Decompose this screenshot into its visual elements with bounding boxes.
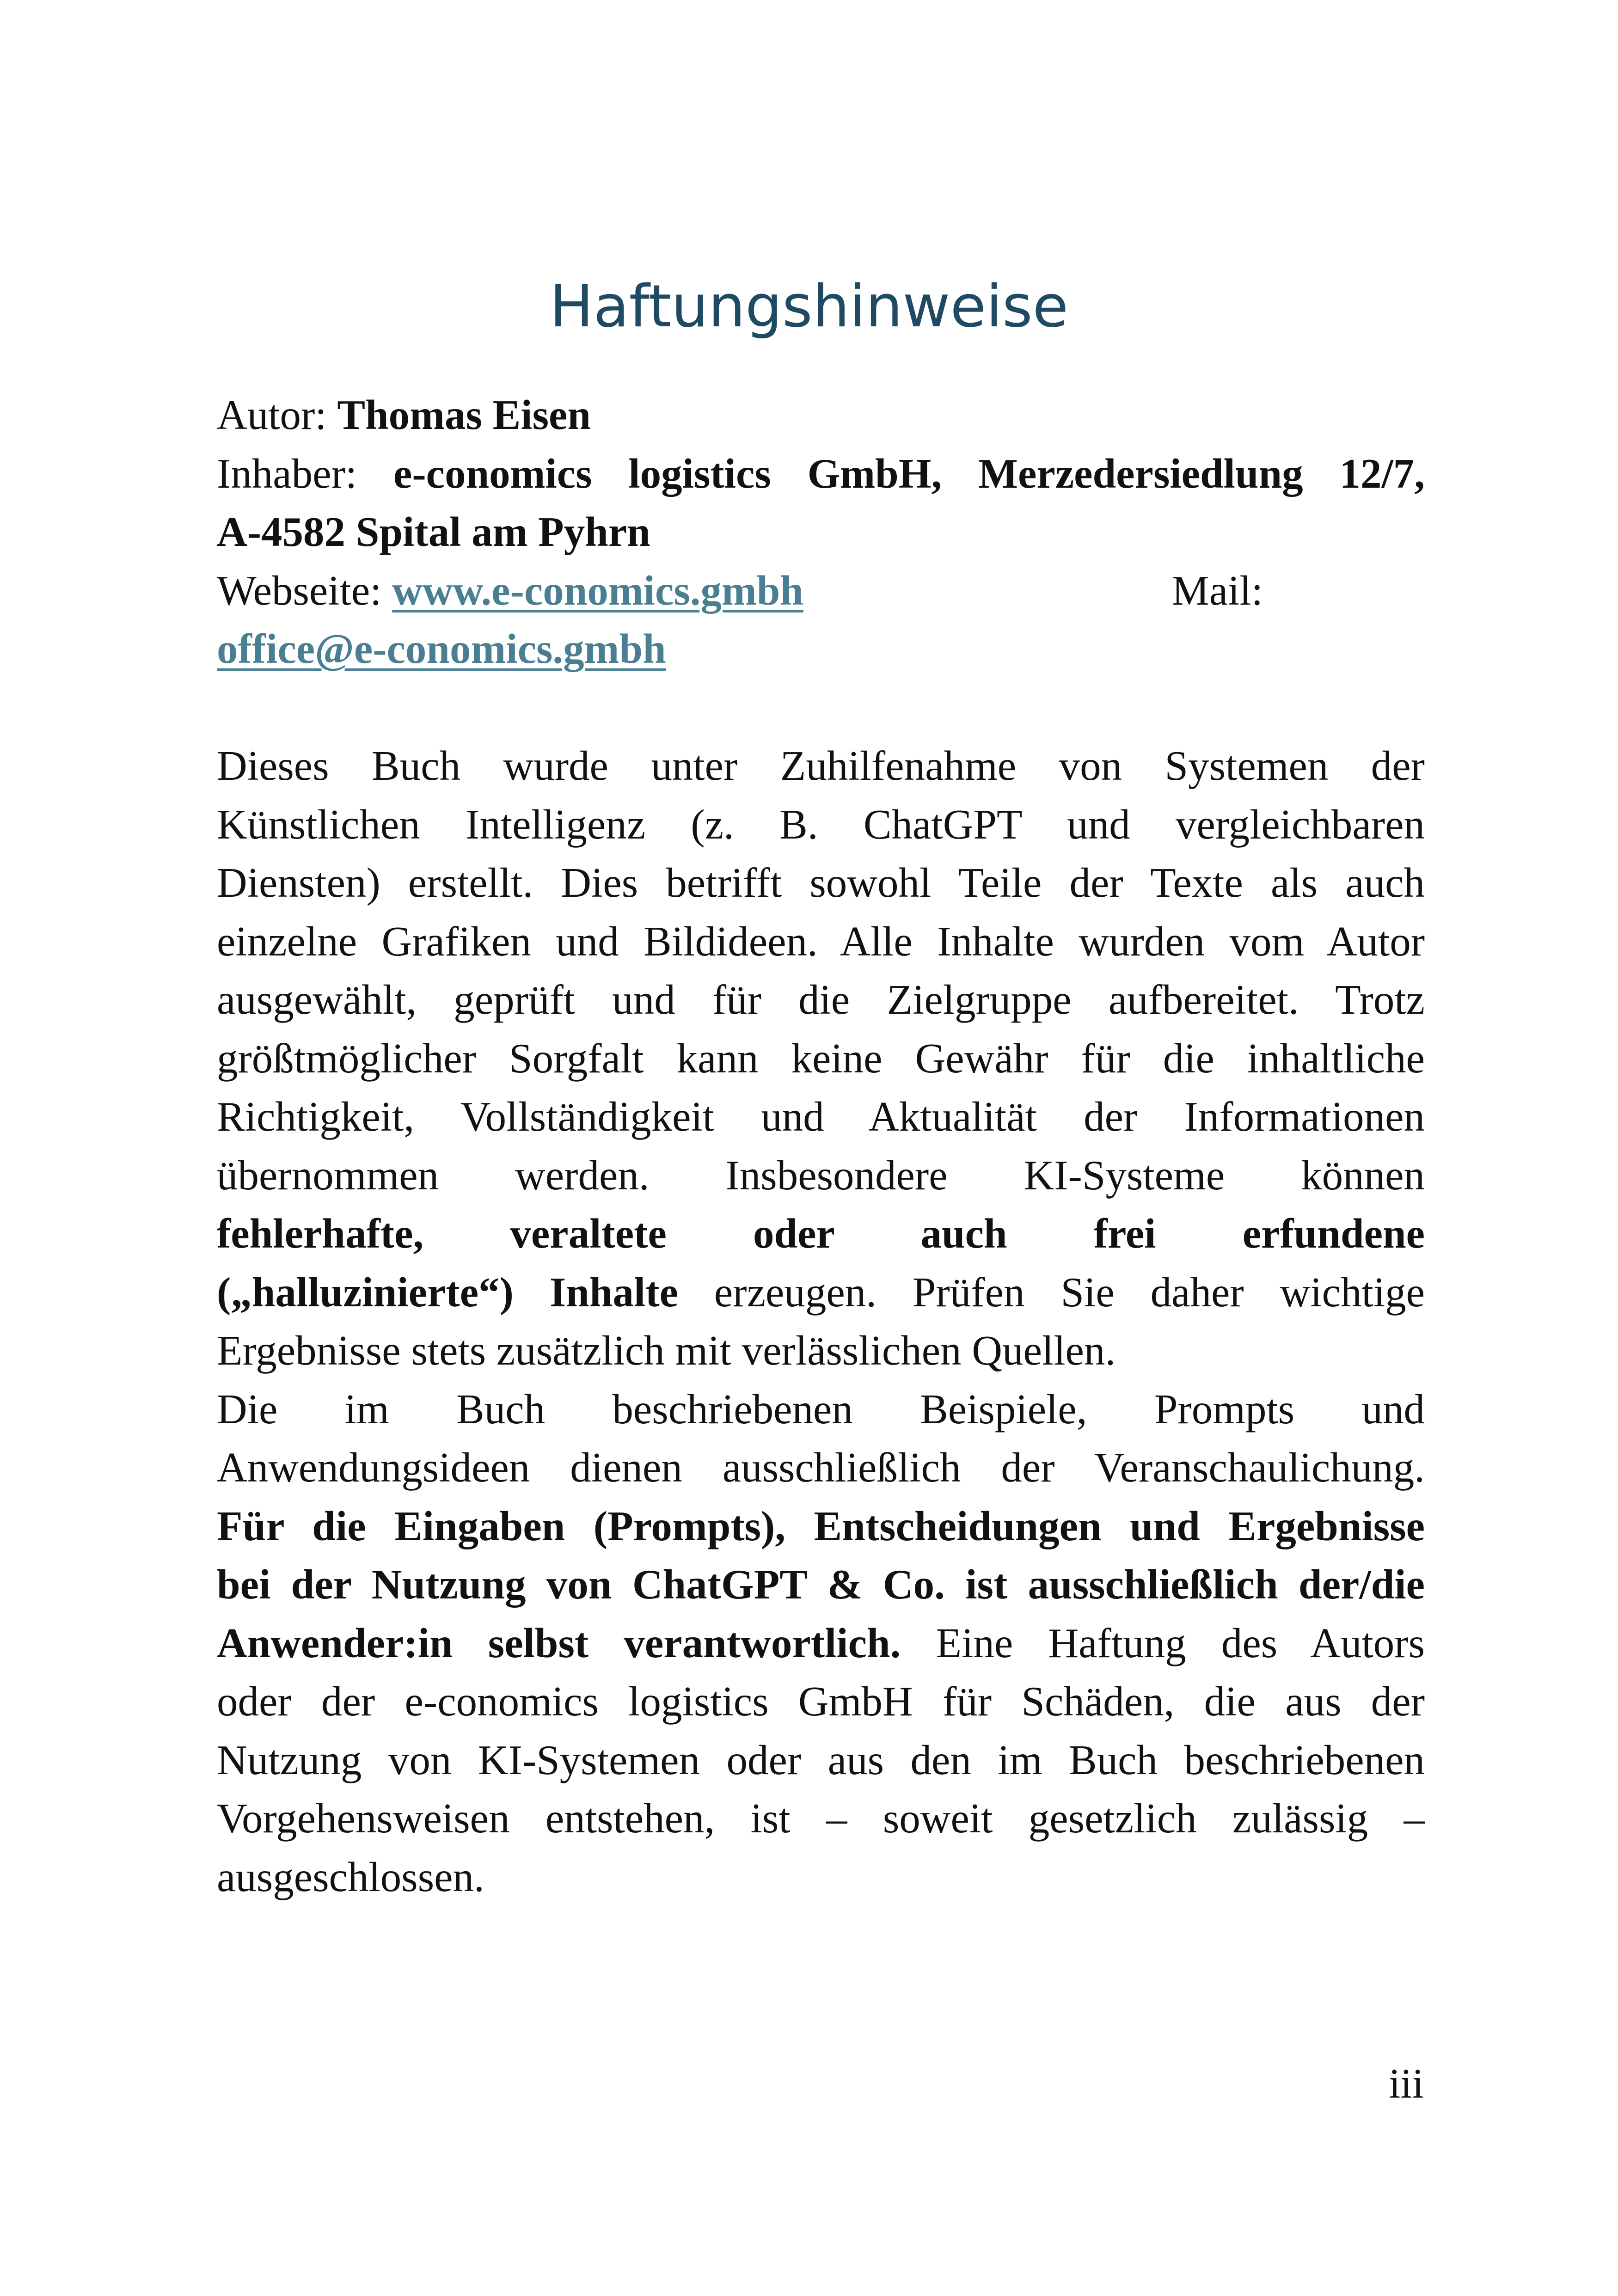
paragraph-line: einzelne Grafiken und Bildideen. Alle Inhalte wurden vom Autor [217, 918, 1425, 965]
document-body [217, 386, 1425, 1906]
paragraph-line: Dieses Buch wurde unter Zuhilfenahme von Systemen der [217, 742, 1425, 789]
paragraph-line-mixed [217, 1263, 1425, 1322]
paragraph-line: Die im Buch beschriebenen Beispiele, Prompts und [217, 1385, 1425, 1433]
paragraph-line: Richtigkeit, Vollständigkeit und Aktualität der Informationen [217, 1093, 1425, 1140]
paragraph-line-mixed [217, 1614, 1425, 1673]
website-group [217, 562, 803, 620]
paragraph-line: Diensten) erstellt. Dies betrifft sowohl Teile der Texte als auch [217, 859, 1425, 906]
paragraph-line: Vorgehensweisen entstehen, ist – soweit gesetzlich zulässig – [217, 1795, 1425, 1842]
paragraph-line: ausgewählt, geprüft und für die Zielgruppe aufbereitet. Trotz [217, 976, 1425, 1023]
paragraph-line: größtmöglicher Sorgfalt kann keine Gewähr für die inhaltliche [217, 1035, 1425, 1082]
paragraph-line: Nutzung von KI-Systemen oder aus den im Buch beschriebenen [217, 1736, 1425, 1783]
mail-link[interactable]: office@e-conomics.gmbh [217, 625, 666, 672]
author-label: Autor: [217, 392, 327, 438]
paragraph-line: Anwendungsideen dienen ausschließlich der Veranschaulichung. [217, 1444, 1425, 1491]
mail-row [217, 620, 1425, 679]
owner-line-1 [217, 445, 1425, 503]
owner-address: A-4582 Spital am Pyhrn [217, 508, 650, 555]
website-row [217, 562, 1425, 620]
paragraph-spacer [217, 679, 1425, 737]
paragraph-last-line: ausgeschlossen. [217, 1853, 484, 1900]
website-label: Webseite: [217, 567, 382, 614]
bold-responsibility-end: Anwender:in selbst verantwortlich. [217, 1619, 901, 1666]
bold-warning-line: fehlerhafte, veraltete oder auch frei erfundene [217, 1210, 1425, 1257]
author-name: Thomas Eisen [337, 392, 591, 438]
owner-line-2 [217, 503, 1425, 562]
page-number: iii [1389, 2060, 1424, 2107]
paragraph-ai-notice [217, 737, 1425, 1380]
paragraph-line: oder der e-conomics logistics GmbH für Schäden, die aus der [217, 1678, 1425, 1725]
mail-label: Mail: [1171, 567, 1263, 614]
bold-warning-start: („halluzinierte“) Inhalte [217, 1268, 678, 1316]
paragraph-liability [217, 1380, 1425, 1907]
website-link[interactable]: www.e-conomics.gmbh [392, 567, 804, 614]
paragraph-line-rest: erzeugen. Prüfen Sie daher wichtige [678, 1268, 1425, 1316]
paragraph-line: übernommen werden. Insbesondere KI-Systeme können [217, 1151, 1425, 1199]
bold-responsibility-line: bei der Nutzung von ChatGPT & Co. ist ausschließlich der/die [217, 1561, 1425, 1608]
owner-label: Inhaber: [217, 450, 357, 497]
paragraph-line-rest: Eine Haftung des Autors [901, 1619, 1425, 1666]
page-title: Haftungshinweise [549, 272, 1069, 340]
paragraph-last-line: Ergebnisse stets zusätzlich mit verlässlichen Quellen. [217, 1327, 1116, 1374]
bold-responsibility-line: Für die Eingaben (Prompts), Entscheidungen und Ergebnisse [217, 1502, 1425, 1549]
paragraph-line: Künstlichen Intelligenz (z. B. ChatGPT und vergleichbaren [217, 801, 1425, 848]
author-line [217, 386, 1425, 445]
owner-company: e-conomics logistics GmbH, Merzedersiedlung 12/7, [393, 450, 1425, 497]
